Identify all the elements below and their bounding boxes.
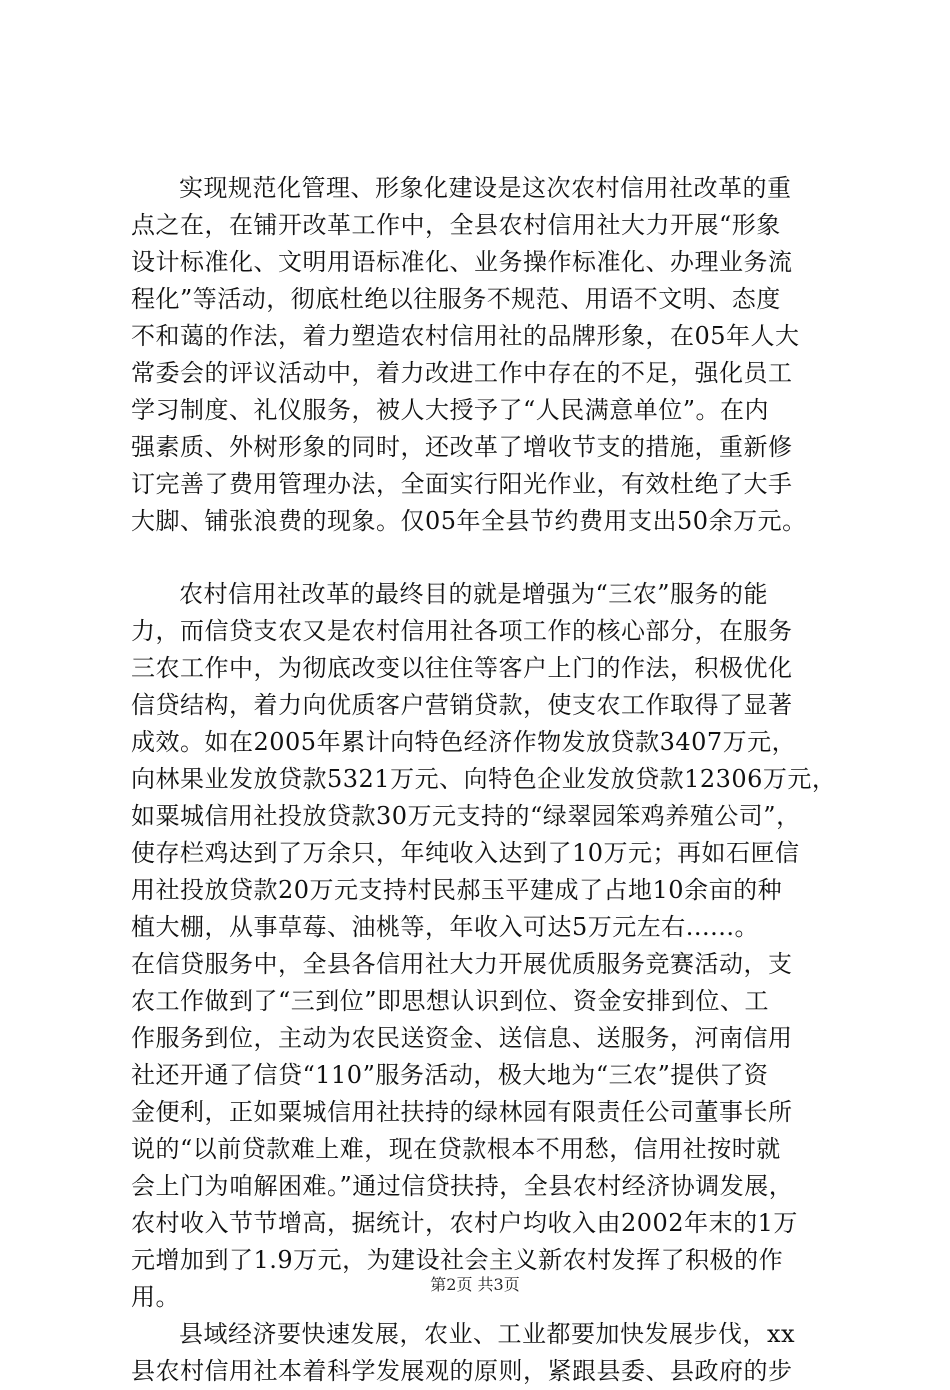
text-line: 植大棚，从事草莓、油桃等，年收入可达5万元左右......。 xyxy=(131,913,760,941)
text-line: 元增加到了1.9万元，为建设社会主义新农村发挥了积极的作 xyxy=(131,1246,784,1274)
text-line: 用。 xyxy=(131,1283,180,1311)
text-line: 农村信用社改革的最终目的就是增强为“三农”服务的能 xyxy=(179,580,769,608)
text-line: 三农工作中，为彻底改变以往住等客户上门的作法，积极优化 xyxy=(131,654,793,682)
paragraph-p2 xyxy=(131,576,851,1316)
text-line: 不和蔼的作法，着力塑造农村信用社的品牌形象，在05年人大 xyxy=(131,322,800,350)
text-line: 点之在，在铺开改革工作中，全县农村信用社大力开展“形象 xyxy=(131,211,781,239)
text-line: 在信贷服务中，全县各信用社大力开展优质服务竞赛活动，支 xyxy=(131,950,793,978)
paragraph-p3 xyxy=(131,1316,851,1390)
text-line: 实现规范化管理、形象化建设是这次农村信用社改革的重 xyxy=(179,174,792,202)
text-line: 大脚、铺张浪费的现象。仅05年全县节约费用支出50余万元。 xyxy=(131,507,807,535)
document-body xyxy=(131,170,851,1390)
text-line: 如粟城信用社投放贷款30万元支持的“绿翠园笨鸡养殖公司”， xyxy=(131,802,801,830)
text-line: 成效。如在2005年累计向特色经济作物发放贷款3407万元， xyxy=(131,728,797,756)
text-line: 程化”等活动，彻底杜绝以往服务不规范、用语不文明、态度 xyxy=(131,285,781,313)
text-line: 农村收入节节增高，据统计，农村户均收入由2002年末的1万 xyxy=(131,1209,798,1237)
text-line: 向林果业发放贷款5321万元、向特色企业发放贷款12306万元， xyxy=(131,765,837,793)
text-line: 说的“以前贷款难上难，现在贷款根本不用愁，信用社按时就 xyxy=(131,1135,781,1163)
paragraph-p1 xyxy=(131,170,851,540)
text-line: 信贷结构，着力向优质客户营销贷款，使支农工作取得了显著 xyxy=(131,691,793,719)
text-line: 县域经济要快速发展，农业、工业都要加快发展步伐，xx xyxy=(179,1320,796,1348)
text-line: 金便利，正如粟城信用社扶持的绿林园有限责任公司董事长所 xyxy=(131,1098,793,1126)
text-line: 县农村信用社本着科学发展观的原则，紧跟县委、县政府的步 xyxy=(131,1357,793,1385)
paragraph-spacer xyxy=(131,540,851,576)
text-line: 设计标准化、文明用语标准化、业务操作标准化、办理业务流 xyxy=(131,248,793,276)
text-line: 力，而信贷支农又是农村信用社各项工作的核心部分，在服务 xyxy=(131,617,793,645)
text-line: 使存栏鸡达到了万余只，年纯收入达到了10万元；再如石匣信 xyxy=(131,839,800,867)
text-line: 用社投放贷款20万元支持村民郝玉平建成了占地10余亩的种 xyxy=(131,876,783,904)
text-line: 订完善了费用管理办法，全面实行阳光作业，有效杜绝了大手 xyxy=(131,470,793,498)
text-line: 会上门为咱解困难。”通过信贷扶持，全县农村经济协调发展， xyxy=(131,1172,794,1200)
text-line: 社还开通了信贷“110”服务活动，极大地为“三农”提供了资 xyxy=(131,1061,769,1089)
text-line: 农工作做到了“三到位”即思想认识到位、资金安排到位、工 xyxy=(131,987,770,1015)
text-line: 常委会的评议活动中，着力改进工作中存在的不足，强化员工 xyxy=(131,359,793,387)
text-line: 强素质、外树形象的同时，还改革了增收节支的措施，重新修 xyxy=(131,433,793,461)
page-footer: 第2页 共3页 xyxy=(430,1275,520,1294)
text-line: 学习制度、礼仪服务，被人大授予了“人民满意单位”。在内 xyxy=(131,396,770,424)
text-line: 作服务到位，主动为农民送资金、送信息、送服务，河南信用 xyxy=(131,1024,793,1052)
